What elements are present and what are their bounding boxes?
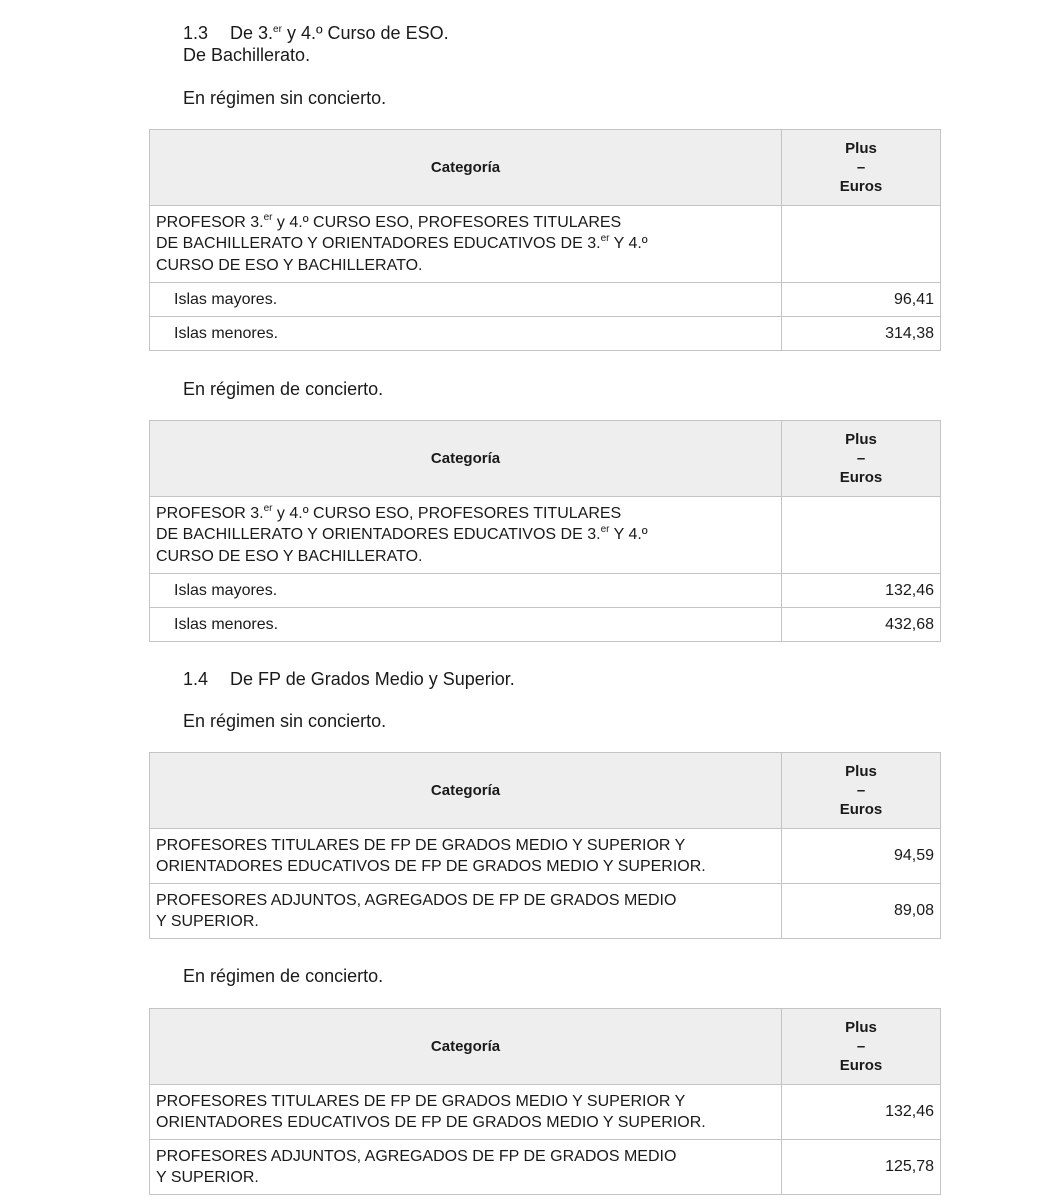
table-row [150, 829, 941, 884]
table-row [150, 283, 941, 317]
table-row [150, 1140, 941, 1195]
regimen-de-concierto-label: En régimen de concierto. [183, 379, 384, 399]
islas-menores-label: Islas menores. [150, 608, 782, 642]
regimen-sin-concierto-label: En régimen sin concierto. [183, 88, 387, 108]
table-row [150, 884, 941, 939]
table-row [150, 574, 941, 608]
category-cell: PROFESORES ADJUNTOS, AGREGADOS DE FP DE GRADOS MEDIO Y SUPERIOR. [150, 1140, 782, 1195]
table-row [150, 206, 941, 283]
table-fp-sin-concierto [149, 752, 941, 939]
header-categoria: Categoría [150, 753, 782, 829]
category-cell: PROFESOR 3.$^{er}$ y 4.º CURSO ESO, PROFESORES TITULARES DE BACHILLERATO Y ORIENTADORES EDUCATIVOS DE 3.$^{er}$ Y 4.º CURSO DE ESO Y BACHILLERATO. [150, 206, 782, 283]
value-cell: 96,41 [782, 283, 941, 317]
header-categoria: Categoría [150, 130, 782, 206]
category-cell: PROFESORES TITULARES DE FP DE GRADOS MEDIO Y SUPERIOR Y ORIENTADORES EDUCATIVOS DE FP DE GRADOS MEDIO Y SUPERIOR. [150, 829, 782, 884]
value-cell: 132,46 [782, 574, 941, 608]
regimen-sin-concierto-label: En régimen sin concierto. [183, 711, 387, 731]
value-cell-empty [782, 206, 941, 283]
table-header-row [150, 130, 941, 206]
section-1-4-heading [183, 668, 515, 690]
islas-menores-label: Islas menores. [150, 317, 782, 351]
section-title-line2: De Bachillerato. [183, 45, 311, 65]
value-cell: 132,46 [782, 1085, 941, 1140]
table-eso-de-concierto [149, 420, 941, 642]
table-row [150, 497, 941, 574]
header-categoria: Categoría [150, 1009, 782, 1085]
header-plus-euros: Plus – Euros [782, 753, 941, 829]
value-cell: 314,38 [782, 317, 941, 351]
table-eso-sin-concierto [149, 129, 941, 351]
value-cell: 125,78 [782, 1140, 941, 1195]
table-row [150, 608, 941, 642]
table-header-row [150, 1009, 941, 1085]
header-plus-euros: Plus – Euros [782, 130, 941, 206]
section-number: 1.3 [183, 23, 209, 43]
regimen-de-concierto-label: En régimen de concierto. [183, 966, 384, 986]
category-cell: PROFESORES ADJUNTOS, AGREGADOS DE FP DE GRADOS MEDIO Y SUPERIOR. [150, 884, 782, 939]
section-title: De 3.$^{er}$ y 4.º Curso de ESO. [230, 23, 449, 43]
header-plus-euros: Plus – Euros [782, 1009, 941, 1085]
table-header-row [150, 753, 941, 829]
table-row [150, 1085, 941, 1140]
value-cell-empty [782, 497, 941, 574]
islas-mayores-label: Islas mayores. [150, 574, 782, 608]
table-header-row [150, 421, 941, 497]
table-row [150, 317, 941, 351]
header-plus-euros: Plus – Euros [782, 421, 941, 497]
category-cell: PROFESOR 3.$^{er}$ y 4.º CURSO ESO, PROFESORES TITULARES DE BACHILLERATO Y ORIENTADORES EDUCATIVOS DE 3.$^{er}$ Y 4.º CURSO DE ESO Y BACHILLERATO. [150, 497, 782, 574]
value-cell: 432,68 [782, 608, 941, 642]
section-1-3-heading [183, 22, 449, 66]
islas-mayores-label: Islas mayores. [150, 283, 782, 317]
value-cell: 89,08 [782, 884, 941, 939]
header-categoria: Categoría [150, 421, 782, 497]
value-cell: 94,59 [782, 829, 941, 884]
section-title: De FP de Grados Medio y Superior. [230, 669, 515, 689]
table-fp-de-concierto [149, 1008, 941, 1195]
section-number: 1.4 [183, 669, 209, 689]
category-cell: PROFESORES TITULARES DE FP DE GRADOS MEDIO Y SUPERIOR Y ORIENTADORES EDUCATIVOS DE FP DE GRADOS MEDIO Y SUPERIOR. [150, 1085, 782, 1140]
